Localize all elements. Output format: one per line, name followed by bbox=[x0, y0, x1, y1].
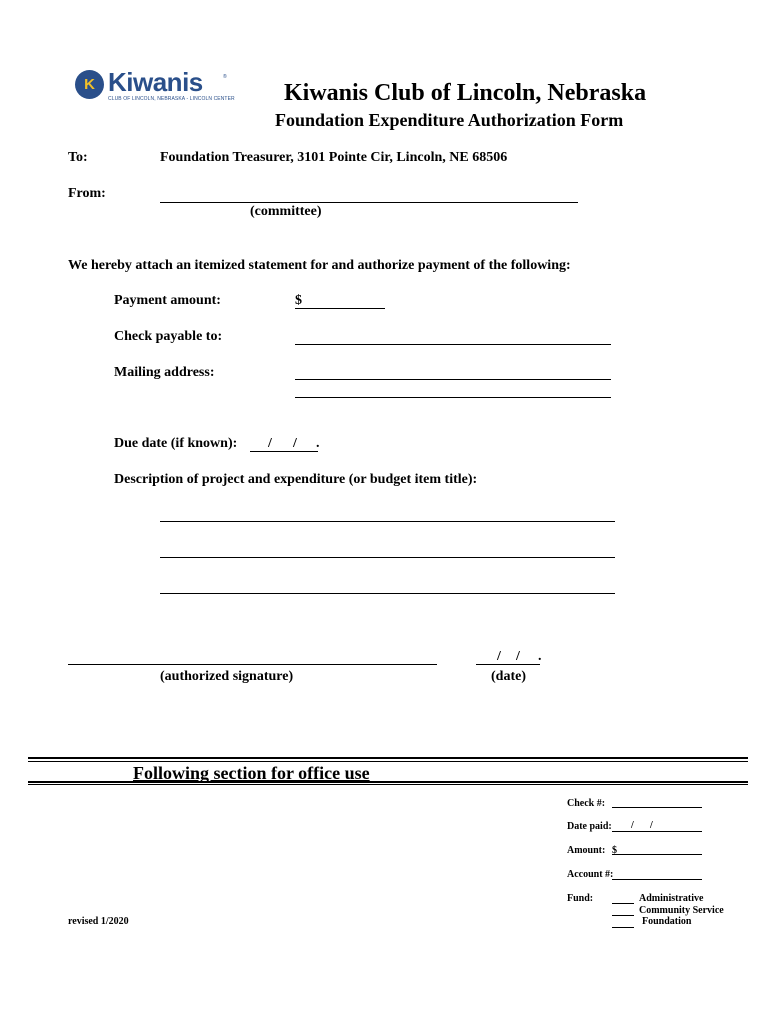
fund-option-administrative: Administrative bbox=[639, 893, 704, 904]
check-number-field[interactable] bbox=[612, 807, 702, 808]
office-amount-currency: $ bbox=[612, 845, 617, 856]
due-date-label: Due date (if known): bbox=[114, 436, 238, 451]
due-date-slash-2: / bbox=[293, 436, 297, 451]
office-section-title: Following section for office use bbox=[133, 763, 370, 783]
logo-wordmark: Kiwanis bbox=[108, 67, 203, 97]
account-number-field[interactable] bbox=[612, 879, 702, 880]
fund-option-community-service: Community Service bbox=[639, 905, 724, 916]
description-label: Description of project and expenditure (or budget item title): bbox=[114, 472, 478, 487]
signature-date-field[interactable] bbox=[476, 664, 540, 665]
date-paid-slash-1: / bbox=[631, 820, 634, 831]
account-number-label: Account #: bbox=[567, 869, 614, 880]
page-title: Kiwanis Club of Lincoln, Nebraska bbox=[284, 80, 647, 106]
date-paid-field[interactable] bbox=[612, 831, 702, 832]
fund-check-foundation[interactable] bbox=[612, 927, 634, 928]
payment-amount-label: Payment amount: bbox=[114, 293, 221, 308]
kiwanis-logo bbox=[75, 67, 235, 106]
description-line-2[interactable] bbox=[160, 557, 615, 558]
date-paid-slash-2: / bbox=[650, 820, 653, 831]
mailing-address-label: Mailing address: bbox=[114, 365, 215, 380]
signature-date-period: . bbox=[538, 649, 542, 664]
due-date-slash-1: / bbox=[268, 436, 272, 451]
logo-subline: CLUB OF LINCOLN, NEBRASKA - LINCOLN CENTER bbox=[108, 96, 235, 102]
fund-option-foundation: Foundation bbox=[642, 916, 692, 927]
fund-label: Fund: bbox=[567, 893, 594, 904]
office-section-top-rule bbox=[28, 757, 748, 762]
from-label: From: bbox=[68, 186, 106, 201]
signature-date-caption: (date) bbox=[491, 669, 526, 684]
mailing-address-line-1[interactable] bbox=[295, 379, 611, 380]
signature-date-slash-1: / bbox=[497, 649, 501, 664]
payment-currency-sign: $ bbox=[295, 293, 302, 308]
office-amount-label: Amount: bbox=[567, 845, 606, 856]
authorized-signature-caption: (authorized signature) bbox=[160, 669, 294, 684]
to-label: To: bbox=[68, 150, 88, 165]
fund-check-administrative[interactable] bbox=[612, 903, 634, 904]
authorization-statement: We hereby attach an itemized statement for and authorize payment of the following: bbox=[68, 258, 571, 273]
authorized-signature-field[interactable] bbox=[68, 664, 437, 665]
revision-note: revised 1/2020 bbox=[68, 916, 129, 927]
check-number-label: Check #: bbox=[567, 798, 606, 809]
from-committee-field[interactable] bbox=[160, 202, 578, 203]
fund-check-community-service[interactable] bbox=[612, 915, 634, 916]
due-date-period: . bbox=[316, 436, 320, 451]
due-date-field[interactable] bbox=[250, 451, 318, 452]
logo-initial: K bbox=[84, 76, 95, 93]
check-payable-label: Check payable to: bbox=[114, 329, 223, 344]
payment-amount-field[interactable] bbox=[295, 308, 385, 309]
mailing-address-line-2[interactable] bbox=[295, 397, 611, 398]
check-payable-field[interactable] bbox=[295, 344, 611, 345]
to-value: Foundation Treasurer, 3101 Pointe Cir, Lincoln, NE 68506 bbox=[160, 150, 508, 165]
office-amount-field[interactable] bbox=[612, 854, 702, 855]
page-subtitle: Foundation Expenditure Authorization Form bbox=[275, 110, 624, 130]
signature-date-slash-2: / bbox=[516, 649, 520, 664]
logo-trademark: ® bbox=[223, 74, 227, 80]
date-paid-label: Date paid: bbox=[567, 821, 612, 832]
from-committee-caption: (committee) bbox=[250, 204, 322, 219]
description-line-3[interactable] bbox=[160, 593, 615, 594]
description-line-1[interactable] bbox=[160, 521, 615, 522]
